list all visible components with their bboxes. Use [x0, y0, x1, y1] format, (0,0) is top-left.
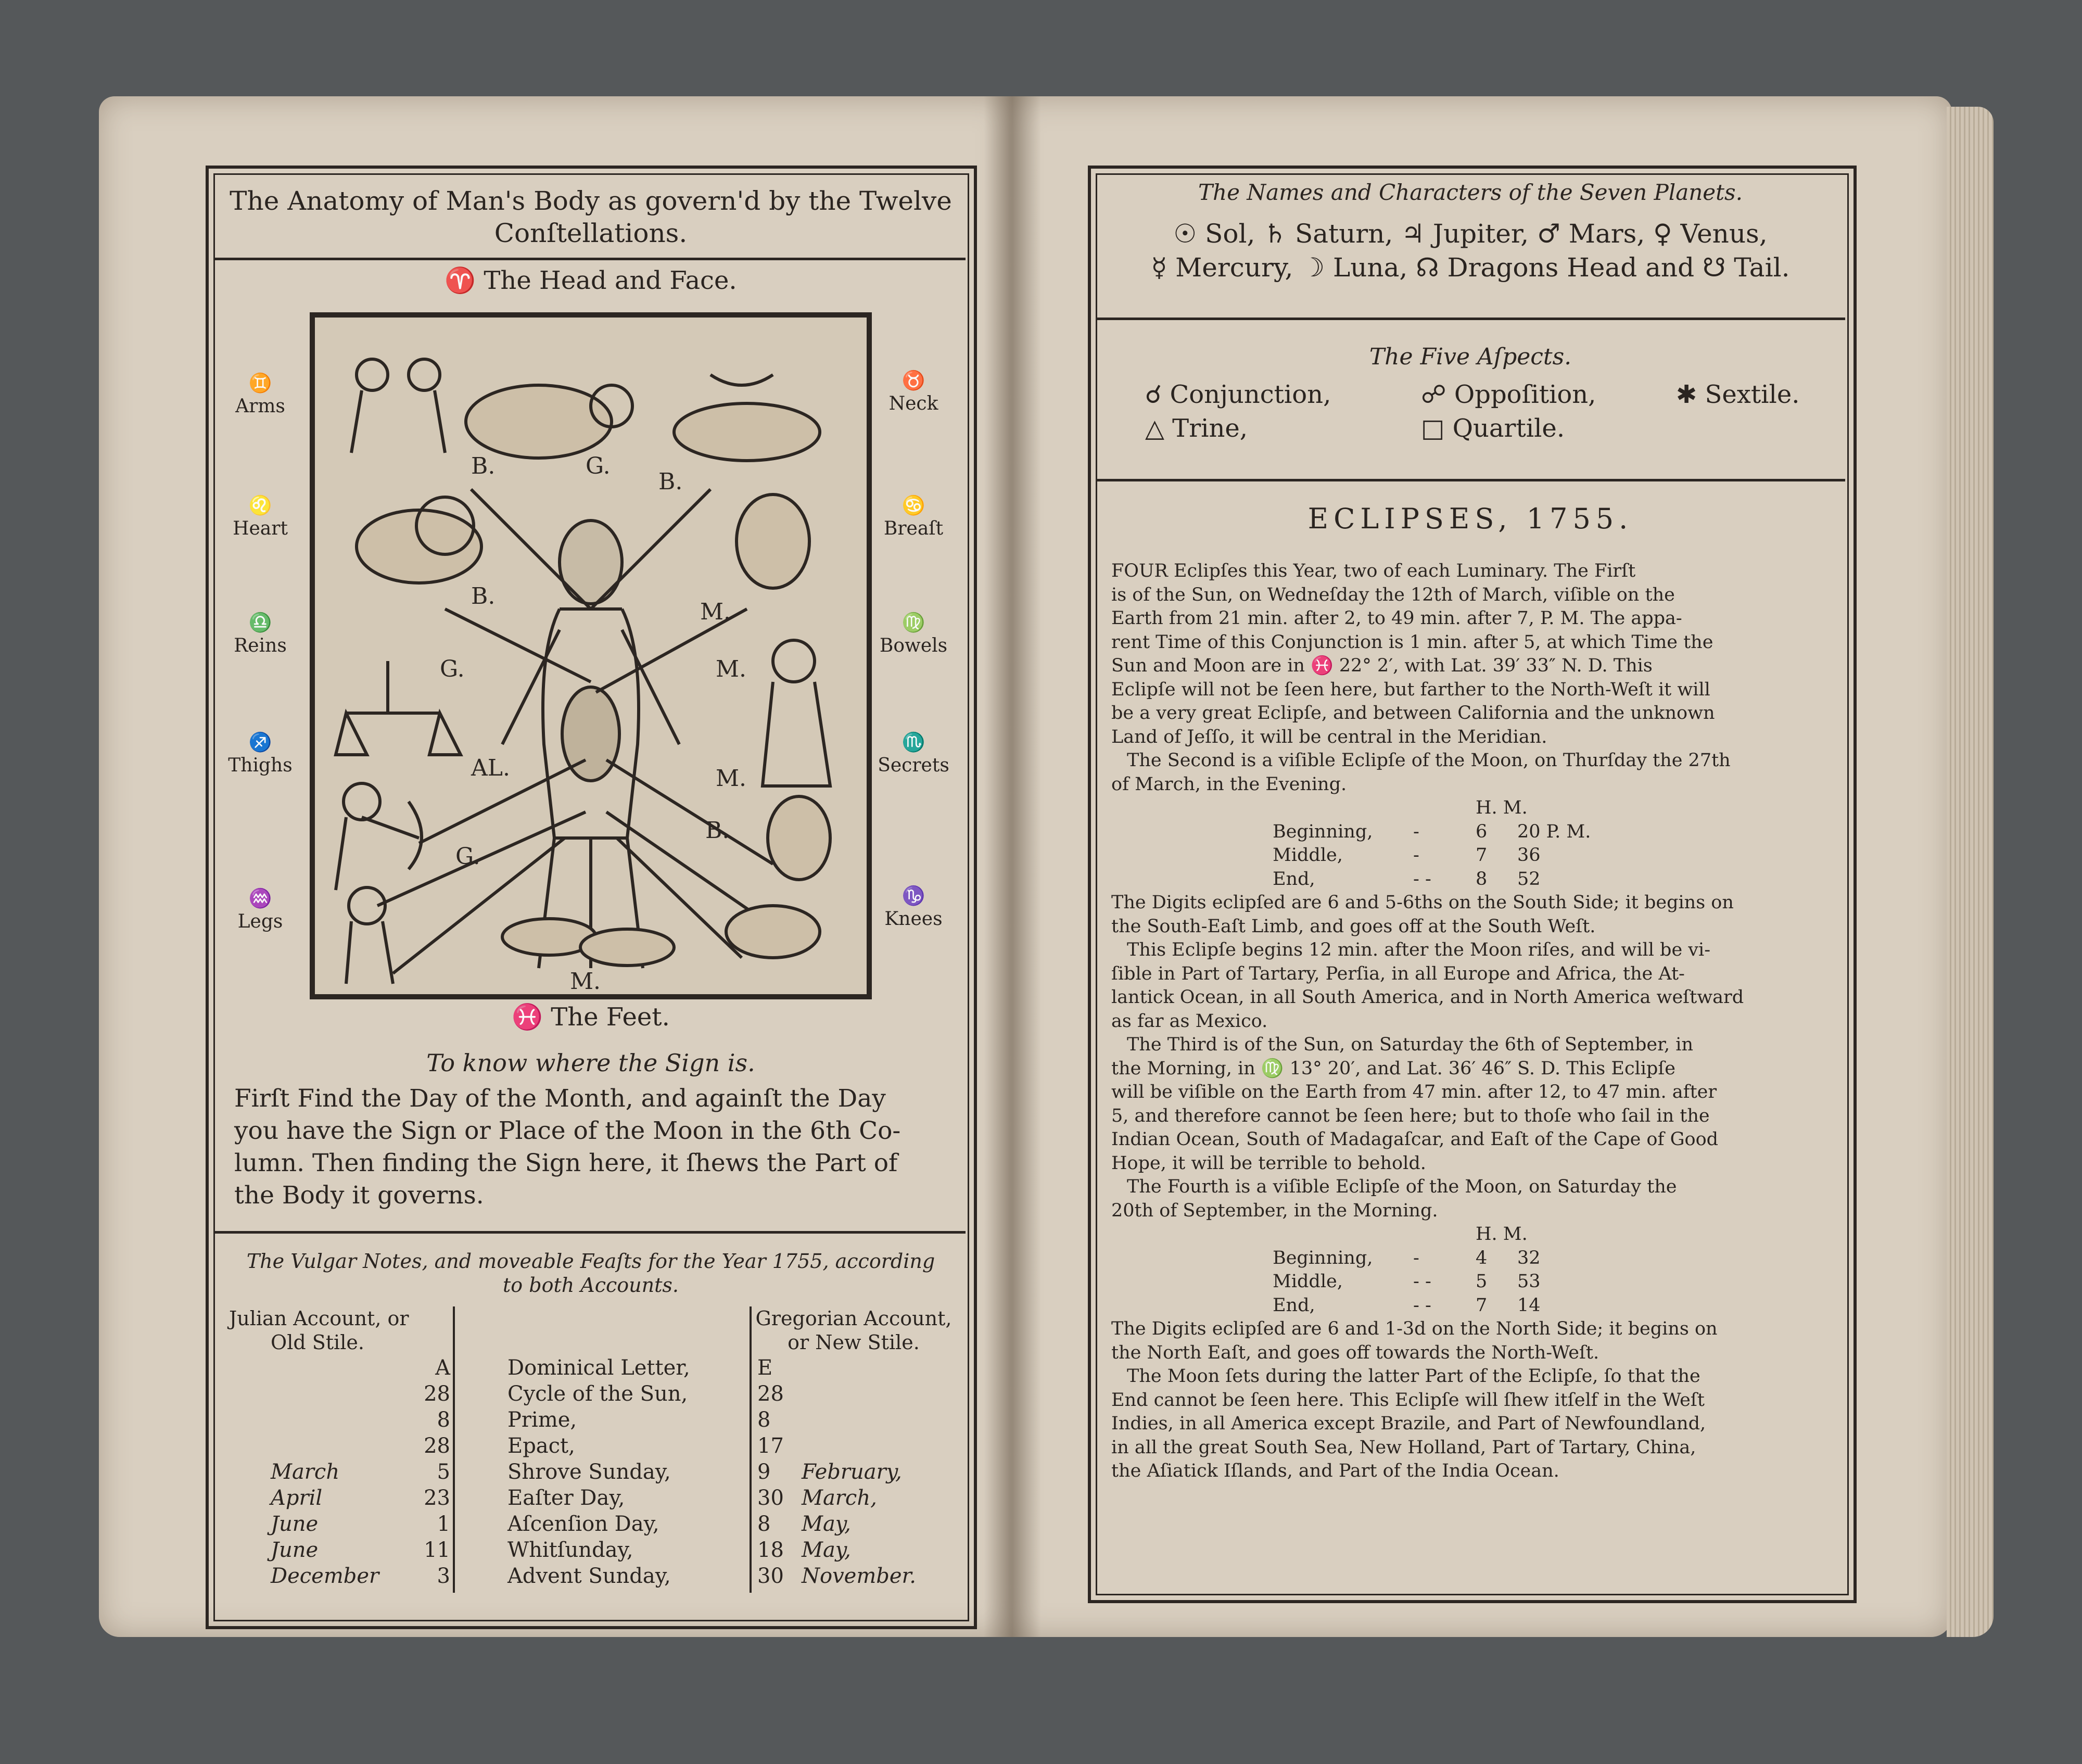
eclipse-time-h: 6 — [1476, 821, 1488, 842]
eclipse-time-h: 5 — [1476, 1271, 1488, 1292]
planets-divider — [1096, 318, 1845, 320]
planets-title: The Names and Characters of the Seven Planets. — [1198, 180, 1743, 205]
gregorian-value: E — [757, 1356, 773, 1380]
julian-month: December — [271, 1564, 379, 1588]
aspects-divider — [1096, 479, 1845, 481]
sign-breast: ♋ Breaſt — [883, 495, 944, 539]
label-b-2: B. — [658, 468, 683, 495]
eclipse-time-label: End, — [1273, 868, 1315, 890]
gregorian-value: 30 — [757, 1564, 784, 1588]
eclipse-line: FOUR Eclipſes this Year, two of each Luminary. The Firſt — [1111, 561, 1636, 581]
gregorian-month: May, — [802, 1512, 851, 1536]
title-divider — [213, 258, 966, 260]
julian-value: A — [435, 1356, 450, 1380]
label-m-1: M. — [700, 599, 731, 625]
eclipse-line: will be viſible on the Earth from 47 min. after 12, to 47 min. after — [1111, 1082, 1717, 1102]
aspect-quartile: □ Quartile. — [1421, 414, 1565, 443]
gregorian-value: 8 — [757, 1408, 771, 1432]
eclipse-line: Land of Jeſſo, it will be central in the Meridian. — [1111, 726, 1547, 747]
eclipse-time-row — [1111, 1247, 1840, 1271]
aspect-trine: △ Trine, — [1145, 414, 1248, 443]
label-g-1: G. — [586, 453, 611, 479]
julian-value: 5 — [437, 1460, 450, 1484]
eclipse-time-row — [1111, 868, 1840, 892]
eclipse-line: The Digits eclipſed are 6 and 1-3d on the North Side; it begins on — [1111, 1318, 1718, 1339]
label-b-4: B. — [705, 817, 730, 844]
gregorian-value: 8 — [757, 1512, 771, 1536]
eclipse-line: Earth from 21 min. after 2, to 49 min. after 7, P. M. The appa- — [1111, 608, 1682, 629]
julian-value: 23 — [424, 1486, 450, 1510]
sign-line: you have the Sign or Place of the Moon in the 6th Co- — [234, 1116, 901, 1145]
julian-value: 3 — [437, 1564, 450, 1588]
eclipse-line: the South-Eaſt Limb, and goes off at the South Weſt. — [1111, 916, 1596, 937]
gregorian-value: 9 — [757, 1460, 771, 1484]
julian-month: April — [271, 1486, 323, 1510]
aspect-conjunction: ☌ Conjunction, — [1145, 380, 1331, 409]
planets-line-1: ☉ Sol, ♄ Saturn, ♃ Jupiter, ♂ Mars, ♀ Venus, — [1173, 219, 1768, 249]
feast-label: Cycle of the Sun, — [507, 1382, 688, 1406]
eclipse-time-h: 7 — [1476, 1295, 1488, 1316]
sign-legs: ♒ Legs — [237, 888, 283, 932]
eclipse-time-m: 52 — [1517, 868, 1541, 890]
julian-value: 1 — [437, 1512, 450, 1536]
head-face-label: ♈ The Head and Face. — [445, 266, 737, 295]
julian-month: June — [271, 1512, 319, 1536]
eclipse-line: Eclipſe will not be ſeen here, but farther to the North-Weſt it will — [1111, 679, 1710, 700]
sign-arms: ♊ Arms — [235, 373, 285, 417]
eclipse-time-row — [1111, 820, 1840, 844]
eclipse-time-dash: - — [1413, 821, 1419, 842]
eclipse-line: Hope, it will be terrible to behold. — [1111, 1152, 1426, 1174]
feast-label: Whitſunday, — [507, 1538, 633, 1562]
eclipse-line: The Digits eclipſed are 6 and 5-6ths on the South Side; it begins on — [1111, 892, 1734, 913]
eclipse-time-label: End, — [1273, 1295, 1315, 1316]
eclipse-time-m: 53 — [1517, 1271, 1541, 1292]
sign-heading: To know where the Sign is. — [426, 1049, 755, 1077]
eclipse-line: rent Time of this Conjunction is 1 min. after 5, at which Time the — [1111, 631, 1713, 653]
gregorian-header: Gregorian Account, or New Stile. — [755, 1307, 952, 1354]
eclipse-line: The Second is a viſible Eclipſe of the Moon, on Thurſday the 27th — [1127, 750, 1731, 771]
notes-col-rule-left — [453, 1306, 455, 1593]
eclipse-line: Indian Ocean, South of Madagaſcar, and Eaſt of the Cape of Good — [1111, 1129, 1719, 1150]
eclipse-hm-header: H. M. — [1476, 1224, 1528, 1245]
feast-label: Aſcenſion Day, — [507, 1512, 659, 1536]
sign-secrets: ♏ Secrets — [878, 732, 949, 776]
eclipse-line: 5, and therefore cannot be ſeen here; but to thoſe who ſail in the — [1111, 1105, 1710, 1126]
zodiac-man-illustration — [315, 318, 867, 994]
notes-heading: The Vulgar Notes, and moveable Feaſts for the Year 1755, according to both Accounts. — [246, 1250, 935, 1297]
eclipse-time-row — [1111, 1270, 1840, 1294]
label-b-3: B. — [471, 583, 496, 610]
notes-col-rule-right — [750, 1306, 752, 1593]
feast-label: Advent Sunday, — [507, 1564, 671, 1588]
sign-line: Firſt Find the Day of the Month, and againſt the Day — [234, 1084, 886, 1113]
label-m-2: M. — [716, 656, 747, 682]
sign-bowels: ♍ Bowels — [879, 612, 948, 656]
aspect-sextile: ✱ Sextile. — [1676, 380, 1800, 409]
eclipse-time-row — [1111, 1294, 1840, 1318]
aspect-opposition: ☍ Oppoſition, — [1421, 380, 1596, 409]
gregorian-value: 30 — [757, 1486, 784, 1510]
eclipse-time-h: 4 — [1476, 1247, 1488, 1268]
notes-divider — [213, 1231, 966, 1234]
eclipse-time-h: 8 — [1476, 868, 1488, 890]
julian-header: Julian Account, or Old Stile. — [229, 1307, 409, 1354]
label-g-2: G. — [440, 656, 465, 682]
eclipse-time-dash: - - — [1413, 1295, 1431, 1316]
julian-month: March — [271, 1460, 340, 1484]
sign-knees: ♑ Knees — [884, 885, 943, 930]
eclipse-line: as far as Mexico. — [1111, 1010, 1268, 1032]
feet-label: ♓ The Feet. — [512, 1002, 670, 1032]
eclipse-time-h: 7 — [1476, 845, 1488, 866]
label-al: AL. — [471, 755, 510, 781]
eclipse-time-m: 32 — [1517, 1247, 1541, 1268]
eclipse-line: Sun and Moon are in ♓ 22° 2′, with Lat. 39′ 33″ N. D. This — [1111, 655, 1653, 676]
eclipse-line: the North Eaſt, and goes off towards the North-Weſt. — [1111, 1342, 1599, 1363]
gregorian-month: February, — [802, 1460, 902, 1484]
eclipse-line: End cannot be ſeen here. This Eclipſe will ſhew itſelf in the Weſt — [1111, 1389, 1705, 1411]
feast-label: Epact, — [507, 1434, 575, 1458]
aspects-title: The Five Aſpects. — [1369, 344, 1572, 370]
eclipse-time-row — [1111, 844, 1840, 868]
eclipse-time-m: 14 — [1517, 1295, 1541, 1316]
eclipse-line: Indies, in all America except Brazile, and Part of Newfoundland, — [1111, 1413, 1706, 1434]
eclipse-line: lantick Ocean, in all South America, and in North America weſtward — [1111, 987, 1744, 1008]
page-edges — [1947, 107, 1994, 1637]
julian-month: June — [271, 1538, 319, 1562]
eclipses-title: ECLIPSES, 1755. — [1307, 502, 1633, 535]
eclipse-hm-header: H. M. — [1476, 797, 1528, 818]
sign-heart: ♌ Heart — [233, 495, 288, 539]
gregorian-month: May, — [802, 1538, 851, 1562]
eclipse-time-dash: - - — [1413, 868, 1431, 890]
eclipse-line: in all the great South Sea, New Holland, Part of Tartary, China, — [1111, 1437, 1696, 1458]
eclipse-line: the Aſiatick Iſlands, and Part of the India Ocean. — [1111, 1461, 1559, 1481]
anatomy-title: The Anatomy of Man's Body as govern'd by the Twelve Conſtellations. — [230, 186, 952, 248]
feast-label: Prime, — [507, 1408, 577, 1432]
sign-neck: ♉ Neck — [888, 370, 938, 414]
eclipse-time-label: Middle, — [1273, 845, 1343, 866]
eclipse-line: The Fourth is a viſible Eclipſe of the Moon, on Saturday the — [1127, 1176, 1677, 1197]
eclipse-time-m: 36 — [1517, 845, 1541, 866]
eclipse-line: the Morning, in ♍ 13° 20′, and Lat. 36′ 46″ S. D. This Eclipſe — [1111, 1058, 1676, 1079]
book-gutter — [984, 96, 1041, 1637]
eclipse-time-dash: - — [1413, 845, 1419, 866]
planets-line-2: ☿ Mercury, ☽ Luna, ☊ Dragons Head and ☋ Tail. — [1151, 252, 1790, 283]
eclipse-line: The Moon ſets during the latter Part of the Eclipſe, ſo that the — [1127, 1366, 1700, 1387]
gregorian-month: March, — [802, 1486, 877, 1510]
eclipse-line: of March, in the Evening. — [1111, 773, 1347, 795]
sign-line: the Body it governs. — [234, 1181, 484, 1210]
eclipse-time-label: Beginning, — [1273, 821, 1373, 842]
label-b-1: B. — [471, 453, 496, 479]
gregorian-month: November. — [802, 1564, 916, 1588]
eclipse-line: ſible in Part of Tartary, Perſia, in all Europe and Africa, the At- — [1111, 963, 1685, 984]
eclipse-line: be a very great Eclipſe, and between California and the unknown — [1111, 703, 1715, 724]
feast-label: Dominical Letter, — [507, 1356, 690, 1380]
gregorian-value: 17 — [757, 1434, 784, 1458]
eclipse-time-dash: - — [1413, 1247, 1419, 1268]
feast-label: Eaſter Day, — [507, 1486, 625, 1510]
julian-value: 8 — [437, 1408, 450, 1432]
julian-value: 11 — [424, 1538, 450, 1562]
zodiac-man-woodcut — [310, 312, 872, 999]
eclipse-time-label: Beginning, — [1273, 1247, 1373, 1268]
eclipse-text — [1111, 560, 1840, 1483]
feast-label: Shrove Sunday, — [507, 1460, 671, 1484]
label-m-3: M. — [716, 765, 747, 792]
gregorian-value: 28 — [757, 1382, 784, 1406]
julian-value: 28 — [424, 1434, 450, 1458]
sign-line: lumn. Then finding the Sign here, it ſhews the Part of — [234, 1149, 898, 1177]
eclipse-line: is of the Sun, on Wedneſday the 12th of March, viſible on the — [1111, 584, 1675, 605]
sign-reins: ♎ Reins — [234, 612, 287, 656]
sign-instructions — [234, 1083, 963, 1212]
eclipse-time-dash: - - — [1413, 1271, 1431, 1292]
eclipse-line: The Third is of the Sun, on Saturday the 6th of September, in — [1127, 1034, 1693, 1055]
eclipse-time-label: Middle, — [1273, 1271, 1343, 1292]
julian-value: 28 — [424, 1382, 450, 1406]
sign-thighs: ♐ Thighs — [228, 732, 293, 776]
label-m-4: M. — [570, 968, 601, 994]
gregorian-value: 18 — [757, 1538, 784, 1562]
eclipse-line: 20th of September, in the Morning. — [1111, 1200, 1438, 1221]
eclipse-time-m: 20 P. M. — [1517, 821, 1591, 842]
eclipse-line: This Eclipſe begins 12 min. after the Moon riſes, and will be vi- — [1127, 940, 1711, 960]
label-g-3: G. — [455, 843, 480, 870]
